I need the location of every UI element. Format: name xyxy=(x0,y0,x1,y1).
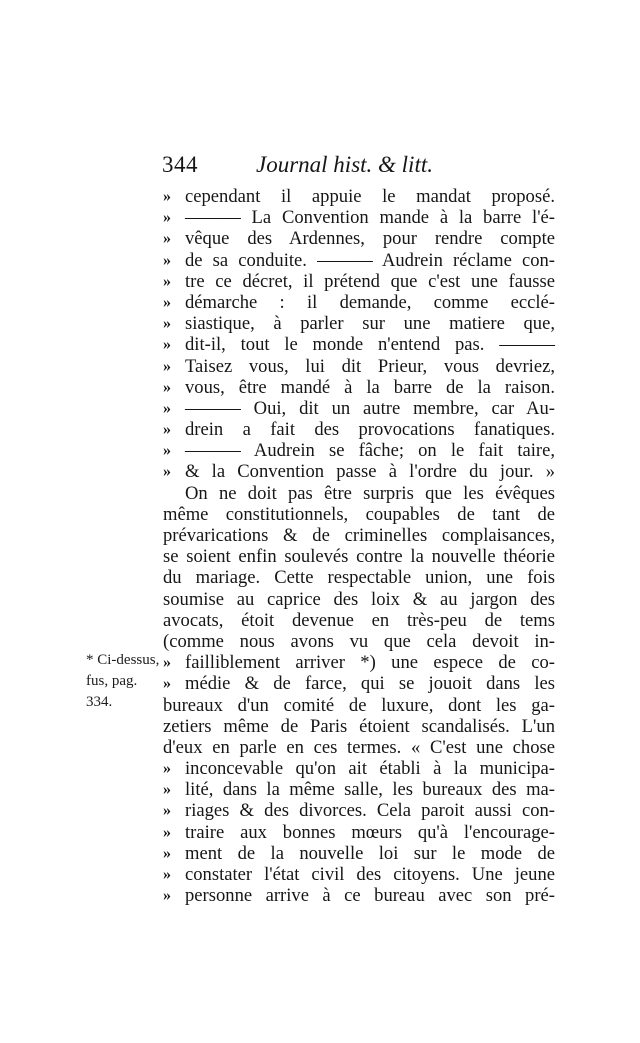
guillemet-mark: » xyxy=(163,378,170,396)
line-text: zetiers même de Paris étoient scandalisés. L'un xyxy=(163,715,555,737)
guillemet-mark: » xyxy=(163,844,170,862)
line-text: constater l'état civil des citoyens. Une jeune xyxy=(185,864,555,885)
guillemet-mark: » xyxy=(163,421,170,439)
line-text: prévarications & de criminelles complaisances, xyxy=(163,525,555,546)
text-line xyxy=(163,461,555,482)
guillemet-mark: » xyxy=(163,272,170,290)
text-line xyxy=(163,440,555,461)
guillemet-mark: » xyxy=(163,463,170,481)
guillemet-mark: » xyxy=(163,781,170,799)
line-text: ment de la nouvelle loi sur le mode de xyxy=(185,842,555,864)
guillemet-mark: » xyxy=(163,802,170,820)
line-text: même constitutionnels, coupables de tant de xyxy=(163,503,555,525)
line-text: riages & des divorces. Cela paroit aussi con- xyxy=(185,800,555,822)
text-line xyxy=(163,864,555,885)
text-line xyxy=(163,822,555,843)
page-header xyxy=(162,150,562,180)
margin-note xyxy=(86,650,162,714)
text-line xyxy=(163,398,555,419)
text-line xyxy=(163,567,555,588)
guillemet-mark: » xyxy=(163,399,170,417)
guillemet-mark: » xyxy=(163,654,170,672)
text-line xyxy=(163,483,555,504)
guillemet-mark: » xyxy=(163,336,170,354)
text-line xyxy=(163,334,555,355)
line-text: ——— Oui, dit un autre membre, car Au- xyxy=(185,397,555,419)
line-text: (comme nous avons vu que cela devoit in- xyxy=(163,630,555,652)
running-title: Journal hist. & litt. xyxy=(256,152,433,177)
text-line xyxy=(163,843,555,864)
line-text: vous, être mandé à la barre de la raison. xyxy=(185,376,555,398)
text-line xyxy=(163,228,555,249)
line-text: d'eux en parle en ces termes. « C'est une chose xyxy=(163,736,555,758)
line-text: dit-il, tout le monde n'entend pas. ——— xyxy=(185,334,555,356)
line-text: traire aux bonnes mœurs qu'à l'encourage- xyxy=(185,821,555,843)
text-line xyxy=(163,250,555,271)
line-text: & la Convention passe à l'ordre du jour. » xyxy=(185,461,555,483)
guillemet-mark: » xyxy=(163,675,170,693)
line-text: vêque des Ardennes, pour rendre compte xyxy=(185,228,555,250)
guillemet-mark: » xyxy=(163,230,170,248)
text-line xyxy=(163,673,555,694)
line-text: personne arrive à ce bureau avec son pré- xyxy=(185,885,555,907)
text-line xyxy=(163,292,555,313)
text-line xyxy=(163,737,555,758)
text-line xyxy=(163,313,555,334)
margin-note-line: * Ci-dessus, xyxy=(86,652,160,668)
text-line xyxy=(163,779,555,800)
line-text: démarche : il demande, comme ecclé- xyxy=(185,291,555,313)
text-line xyxy=(163,356,555,377)
margin-note-line: fus, pag. xyxy=(86,673,138,690)
guillemet-mark: » xyxy=(163,823,170,841)
line-text: de sa conduite. ——— Audrein réclame con- xyxy=(185,249,555,271)
text-line xyxy=(163,758,555,779)
text-line xyxy=(163,504,555,525)
text-line xyxy=(163,546,555,567)
text-line xyxy=(163,271,555,292)
line-text: du mariage. Cette respectable union, une fois xyxy=(163,567,555,589)
line-text: On ne doit pas être surpris que les évêques xyxy=(185,482,555,504)
line-text: drein a fait des provocations fanatiques. xyxy=(185,419,555,441)
line-text: ——— Audrein se fâche; on le fait taire, xyxy=(185,440,555,462)
guillemet-mark: » xyxy=(163,760,170,778)
line-text: siastique, à parler sur une matiere que, xyxy=(185,313,555,335)
text-line xyxy=(163,419,555,440)
guillemet-mark: » xyxy=(163,188,170,205)
text-line xyxy=(163,800,555,821)
line-text: inconcevable qu'on ait établi à la municipa- xyxy=(185,758,555,780)
text-line xyxy=(163,610,555,631)
guillemet-mark: » xyxy=(163,357,170,375)
text-line xyxy=(163,589,555,610)
line-text: lité, dans la même salle, les bureaux des ma- xyxy=(185,779,555,801)
text-line xyxy=(163,652,555,673)
text-line xyxy=(163,885,555,906)
line-text: tre ce décret, il prétend que c'est une fausse xyxy=(185,270,555,292)
margin-note-line: 334. xyxy=(86,694,113,711)
text-line xyxy=(163,377,555,398)
line-text: ——— La Convention mande à la barre l'é- xyxy=(185,207,555,229)
line-text: médie & de farce, qui se jouoit dans les xyxy=(185,673,555,695)
line-text: soumise au caprice des loix & au jargon des xyxy=(163,588,555,610)
line-text: avocats, étoit devenue en très-peu de tems xyxy=(163,609,555,631)
line-text: se soient enfin soulevés contre la nouvelle théorie xyxy=(163,546,555,568)
text-line xyxy=(163,207,555,228)
line-text: cependant il appuie le mandat proposé. xyxy=(185,186,555,207)
guillemet-mark: » xyxy=(163,209,170,227)
guillemet-mark: » xyxy=(163,442,170,460)
body-text xyxy=(163,186,555,906)
text-line xyxy=(163,695,555,716)
guillemet-mark: » xyxy=(163,887,170,905)
text-line xyxy=(163,631,555,652)
line-text: Taisez vous, lui dit Prieur, vous devriez, xyxy=(185,355,555,377)
text-line xyxy=(163,186,555,207)
page-number: 344 xyxy=(162,152,198,177)
guillemet-mark: » xyxy=(163,251,170,269)
text-line xyxy=(163,716,555,737)
text-line xyxy=(163,525,555,546)
line-text: bureaux d'un comité de luxure, dont les ga- xyxy=(163,694,555,716)
line-text: failliblement arriver *) une espece de co- xyxy=(185,652,555,674)
guillemet-mark: » xyxy=(163,293,170,311)
guillemet-mark: » xyxy=(163,315,170,333)
guillemet-mark: » xyxy=(163,866,170,883)
